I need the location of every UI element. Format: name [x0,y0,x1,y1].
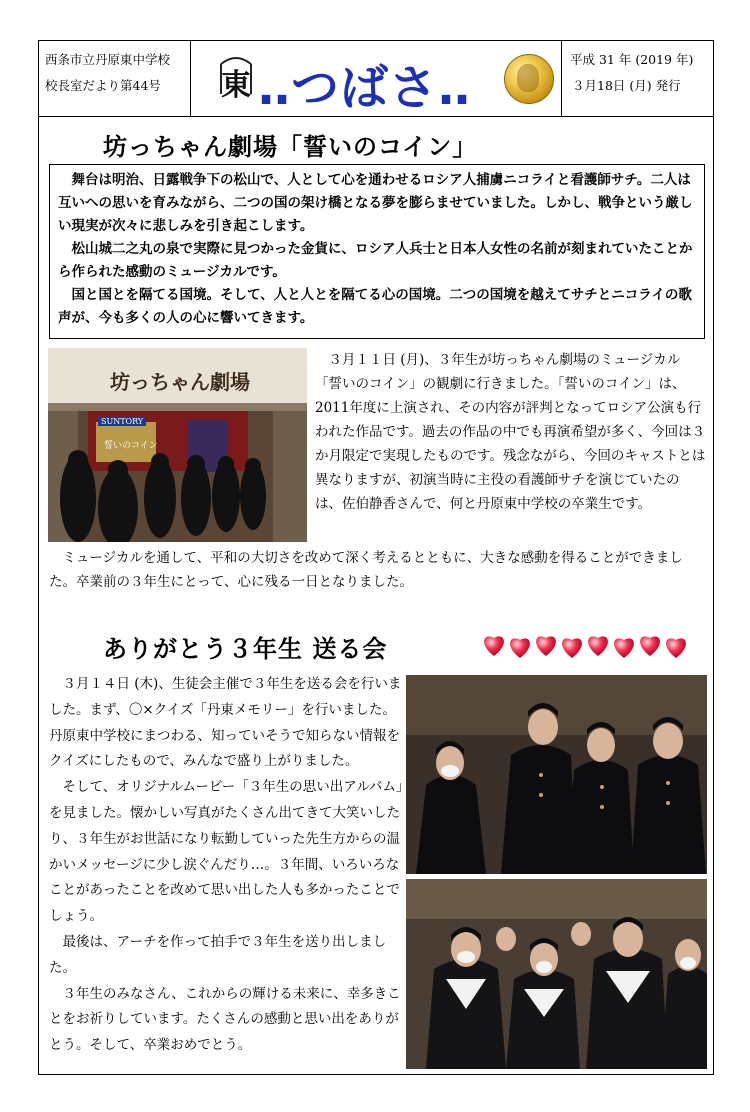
article2-text [49,672,404,1059]
header-title-cell [192,41,560,116]
story-summary-box [49,164,705,339]
article1-heading: 坊っちゃん劇場「誓いのコイン」 [103,133,478,161]
article2-paragraph: ３月１４日 (木)、生徒会主催で３年生を送る会を行いました。まず、〇×クイズ「丹東メモリー」を行いました。丹原東中学校にまつわる、知っていそうで知らない情報をクイズにしたもので、みんなで盛り上がりました。 [49,676,402,770]
issue-date: ３月18日 (月) 発行 [572,78,681,93]
theater-photo [48,348,307,542]
article2-heading: ありがとう３年生 送る会 [103,635,388,663]
banner-text: SUNTORY [98,417,146,426]
article1-side-text [315,348,706,516]
article1-closing-text [49,546,707,594]
article1-closing-paragraph: ミュージカルを通して、平和の大切さを改めて深く考えるとともに、大きな感動を得ることができました。卒業前の３年生にとって、心に残る一日となりました。 [49,550,683,590]
school-name: 西条市立丹原東中学校 [45,52,171,67]
summary-paragraph: 国と国とを隔てる国境。そして、人と人とを隔てる心の国境。二つの国境を越えてサチとニコライの歌声が、今も多くの人の心に響いてきます。 [58,287,692,326]
header-right-cell [561,41,713,116]
poster-text: 誓いのコイン [104,441,158,451]
summary-paragraph: 舞台は明治、日露戦争下の松山で、人として心を通わせるロシア人捕虜ニコライと看護師サチ。二人は互いへの思いを育みながら、二つの国の架け橋となる夢を膨らませていました。しかし、戦争という厳しい現実が次々に悲しみを引き起こします。 [58,172,693,234]
school-logo [219,54,253,103]
logo-character: 東 [221,68,251,103]
summary-paragraph: 松山城二之丸の泉で実際に見つかった金貨に、ロシア人兵士と日本人女性の名前が刻まれていたことから作られた感動のミュージカルです。 [58,241,693,280]
newsletter-header [39,41,713,117]
article2-paragraph: ３年生のみなさん、これからの輝ける未来に、幸多きことをお祈りしています。たくさんの感動と思い出をありがとう。そして、卒業おめでとう。 [49,985,401,1054]
hearts-decoration-icon [482,628,692,662]
students-photo-1 [406,675,707,874]
header-left-cell [39,41,191,116]
issue-number: 校長室だより第44号 [45,78,161,93]
theater-sign: 坊っちゃん劇場 [110,370,250,394]
article2-paragraph: 最後は、アーチを作って拍手で３年生を送り出しました。 [49,933,387,976]
newsletter-page [38,40,714,1075]
newsletter-title: ‥つばさ‥ [258,60,472,116]
article1-side-paragraph: ３月１１日 (月)、３年生が坊っちゃん劇場のミュージカル「誓いのコイン」の観劇に行きました。「誓いのコイン」は、2011年度に上演され、その内容が評判となってロシア公演も行われた作品です。過去の作品の中でも再演希望が多く、今回は３か月限定で実現したものです。残念ながら、今回のキャストとは異なりますが、初演当時に主役の看護師サチを演じていたのは、佐伯静香さんで、何と丹原東中学校の卒業生です。 [315,352,706,512]
gold-coin-icon [504,54,554,104]
students-photo-2 [406,879,707,1069]
article2-paragraph: そして、オリジナルムービー「３年生の思い出アルバム」を見ました。懐かしい写真がたくさん出てきて大笑いしたり、３年生がお世話になり転勤していった先生方からの温かいメッセージに少し涙ぐんだり…。３年間、いろいろなことがあったことを改めて思い出した人も多かったことでしょう。 [49,779,403,925]
era-year: 平成 31 年 (2019 年) [570,52,694,67]
